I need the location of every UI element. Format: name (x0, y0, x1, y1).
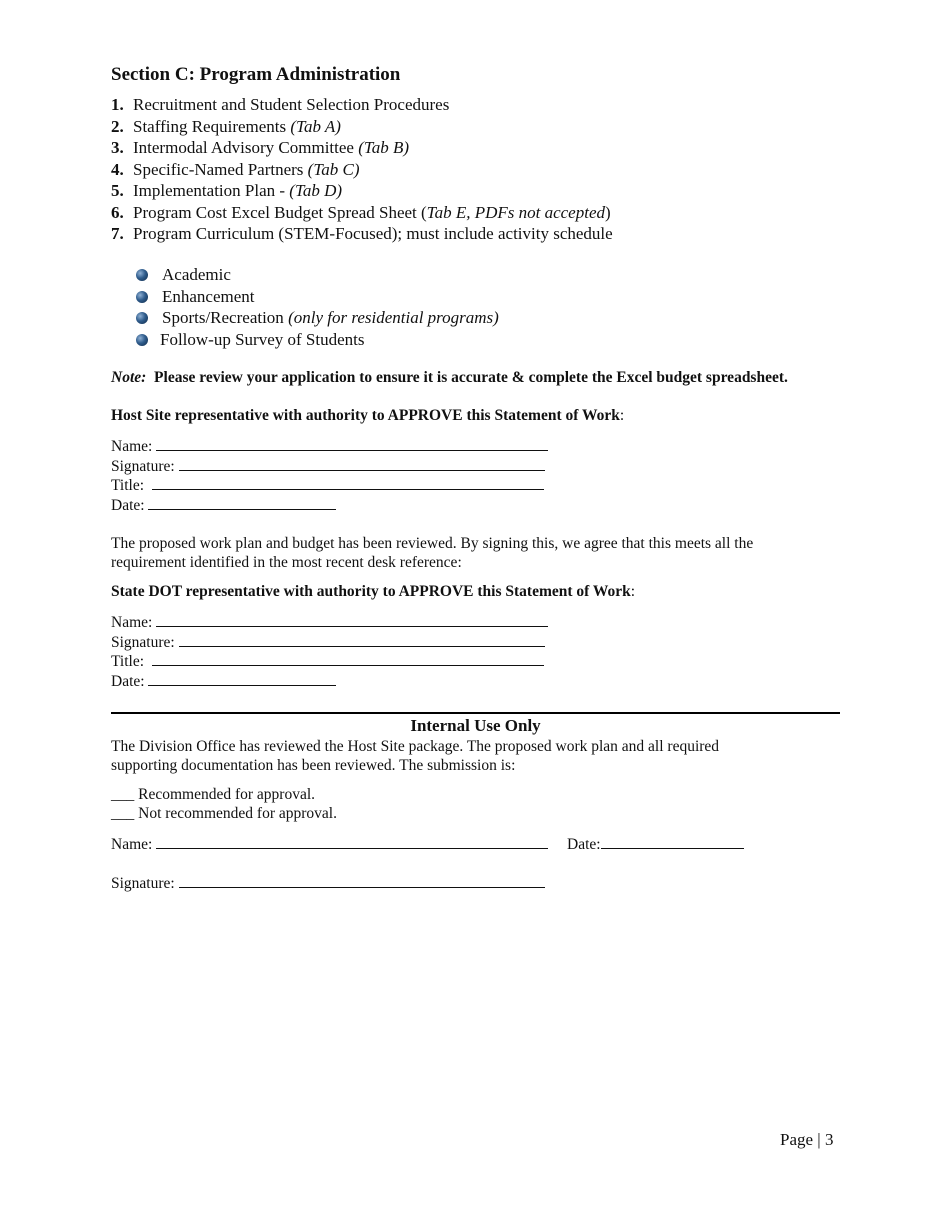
host-heading-text: Host Site representative with authority to APPROVE this Statement of Work (111, 407, 620, 424)
dot-title-field[interactable] (111, 651, 544, 671)
list-item-number: 3. (111, 138, 124, 157)
bullet-icon (136, 269, 148, 281)
list-item-number: 6. (111, 202, 124, 222)
review-text-1: The proposed work plan and budget has been reviewed. By signing this, we agree that this meets all the (111, 535, 754, 552)
dot-date-field[interactable] (111, 671, 336, 691)
field-label: Signature: (111, 458, 175, 475)
field-label: Date: (567, 836, 601, 853)
list-item-after: ) (605, 202, 611, 222)
list-item (111, 181, 342, 201)
section-title: Section C: Program Administration (111, 64, 401, 85)
host-heading (111, 407, 624, 425)
dot-heading-colon: : (630, 583, 636, 600)
note-text: Please review your application to ensure it is accurate & complete the Excel budget spreadsheet. (154, 369, 788, 386)
dot-name-field[interactable] (111, 612, 548, 632)
list-item-tab: (Tab D) (289, 181, 343, 200)
bullet-text: Enhancement (162, 286, 255, 306)
dot-signature-field[interactable] (111, 632, 545, 652)
list-item-text: Intermodal Advisory Committee (133, 138, 359, 157)
internal-signature-field[interactable] (111, 873, 545, 893)
bullet-icon (136, 312, 148, 324)
field-label: Title: (111, 653, 145, 670)
field-label: Name: (111, 438, 153, 455)
bullet-text: Follow-up Survey of Students (160, 329, 365, 349)
host-signature-field[interactable] (111, 456, 545, 476)
page-number: Page | 3 (780, 1130, 834, 1149)
option-recommended[interactable]: ___ Recommended for approval. (111, 786, 316, 803)
field-label: Signature: (111, 634, 175, 651)
review-text-2: requirement identified in the most recent desk reference: (111, 554, 462, 571)
dot-heading-text: State DOT representative with authority to APPROVE this Statement of Work (111, 583, 631, 600)
list-item (111, 117, 341, 137)
list-item (111, 138, 409, 158)
list-item-tab: (Tab B) (358, 138, 410, 157)
field-label: Name: (111, 614, 153, 631)
internal-date-field[interactable] (567, 834, 744, 854)
note (111, 369, 788, 387)
list-item-tab: (Tab C) (307, 159, 360, 179)
dot-heading (111, 583, 635, 601)
bullet-text: Academic (162, 265, 231, 284)
bullet-italic: (only for residential programs) (288, 308, 499, 327)
list-item-text: Program Cost Excel Budget Spread Sheet ( (133, 202, 427, 222)
host-name-field[interactable] (111, 436, 548, 456)
list-item-tab: Tab E, PDFs not accepted (426, 202, 605, 222)
list-item-number: 2. (111, 116, 124, 136)
list-item-text: Recruitment and Student Selection Procedures (133, 95, 450, 114)
field-label: Date: (111, 497, 145, 514)
bullet-icon (136, 291, 148, 303)
internal-text-2: supporting documentation has been reviewed. The submission is: (111, 757, 516, 774)
list-item-number: 1. (111, 95, 124, 114)
list-item (111, 160, 359, 180)
internal-title: Internal Use Only (410, 716, 541, 735)
internal-name-field[interactable] (111, 834, 548, 854)
host-heading-colon: : (619, 407, 625, 424)
divider (111, 712, 840, 714)
bullet-icon (136, 334, 148, 346)
field-label: Signature: (111, 875, 175, 892)
list-item-text: Staffing Requirements (133, 116, 291, 136)
internal-text-1: The Division Office has reviewed the Host Site package. The proposed work plan and all required (111, 738, 720, 755)
list-item-text: Implementation Plan - (133, 181, 290, 200)
field-label: Title: (111, 477, 145, 494)
list-item-number: 4. (111, 159, 124, 179)
list-item (111, 95, 449, 115)
field-label: Date: (111, 673, 145, 690)
option-not-recommended[interactable]: ___ Not recommended for approval. (111, 805, 337, 822)
list-item-tab: (Tab A) (290, 116, 341, 136)
bullet-item (162, 265, 231, 285)
bullet-item (160, 330, 364, 350)
list-item-number: 5. (111, 181, 124, 200)
list-item (111, 224, 613, 244)
list-item-text: Specific-Named Partners (133, 159, 308, 179)
list-item-text: Program Curriculum (STEM-Focused); must include activity schedule (133, 224, 613, 243)
list-item (111, 203, 611, 223)
bullet-item (162, 287, 255, 307)
bullet-text: Sports/Recreation (162, 308, 289, 327)
bullet-item (162, 308, 499, 328)
field-label: Name: (111, 836, 153, 853)
list-item-number: 7. (111, 224, 124, 243)
host-title-field[interactable] (111, 475, 544, 495)
note-label: Note: (111, 369, 147, 386)
host-date-field[interactable] (111, 495, 336, 515)
